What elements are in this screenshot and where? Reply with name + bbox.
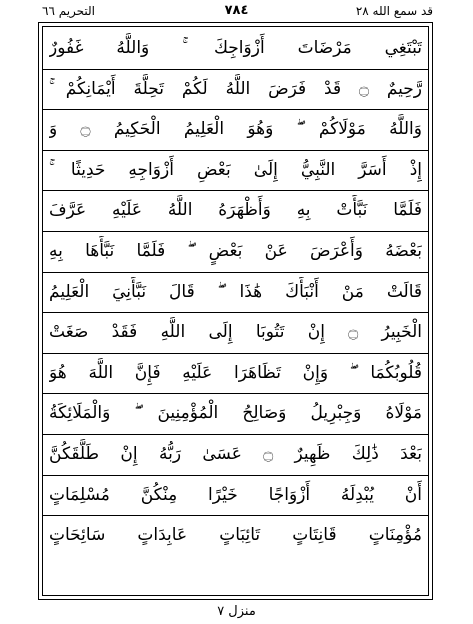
text-line — [43, 29, 428, 70]
page-header — [0, 0, 473, 24]
page-number: ٧٨٤ — [224, 3, 249, 18]
text-line — [43, 70, 428, 111]
text-line — [43, 435, 428, 476]
line-text: الْخَبِيرُ ۝ إِنْ تَتُوبَا إِلَى اللَّهِ فَقَدْ صَغَتْ — [49, 322, 422, 343]
text-lines — [43, 29, 428, 557]
line-text: بَعْضَهُ وَأَعْرَضَ عَنْ بَعْضٍ ۖ فَلَمَّا نَبَّأَهَا بِهِ — [49, 240, 422, 261]
line-text: إِذْ أَسَرَّ النَّبِيُّ إِلَىٰ بَعْضِ أَزْوَاجِهِ حَدِيثًا ۚ — [49, 159, 422, 180]
text-line — [43, 191, 428, 232]
line-text: مُؤْمِنَاتٍ قَانِتَاتٍ تَائِبَاتٍ عَابِدَاتٍ سَائِحَاتٍ — [49, 525, 422, 546]
page-frame — [38, 22, 433, 600]
line-text: وَاللَّهُ مَوْلَاكُمْ ۖ وَهُوَ الْعَلِيمُ الْحَكِيمُ ۝ وَ — [49, 119, 422, 140]
line-text: مَوْلَاهُ وَجِبْرِيلُ وَصَالِحُ الْمُؤْمِنِينَ ۖ وَالْمَلَائِكَةُ — [49, 403, 422, 424]
text-line — [43, 151, 428, 192]
text-line — [43, 110, 428, 151]
text-area — [42, 26, 429, 596]
text-line — [43, 232, 428, 273]
line-text: رَّحِيمٌ ۝ قَدْ فَرَضَ اللَّهُ لَكُمْ تَحِلَّةَ أَيْمَانِكُمْ ۚ — [49, 78, 422, 99]
text-line — [43, 476, 428, 517]
juz-name-label: قد سمع الله ٢٨ — [355, 4, 433, 18]
line-text: بَعْدَ ذَٰلِكَ ظَهِيرٌ ۝ عَسَىٰ رَبُّهُ إِنْ طَلَّقَكُنَّ — [49, 443, 422, 464]
line-text: قُلُوبُكُمَا ۖ وَإِنْ تَظَاهَرَا عَلَيْهِ فَإِنَّ اللَّهَ هُوَ — [49, 362, 422, 383]
text-line — [43, 313, 428, 354]
line-text: أَنْ يُبْدِلَهُ أَزْوَاجًا خَيْرًا مِنْكُنَّ مُسْلِمَاتٍ — [49, 484, 422, 505]
text-line — [43, 516, 428, 557]
manzil-label: منزل ٧ — [217, 604, 256, 619]
surah-name-label: التحريم ٦٦ — [42, 4, 96, 18]
text-line — [43, 354, 428, 395]
line-text: فَلَمَّا نَبَّأَتْ بِهِ وَأَظْهَرَهُ اللَّهُ عَلَيْهِ عَرَّفَ — [49, 200, 422, 221]
page-footer — [0, 600, 473, 624]
line-text: تَبْتَغِي مَرْضَاتَ أَزْوَاجِكَ ۚ وَاللَّهُ غَفُورٌ — [49, 38, 422, 58]
text-line — [43, 394, 428, 435]
text-line — [43, 273, 428, 314]
line-text: قَالَتْ مَنْ أَنْبَأَكَ هَٰذَا ۖ قَالَ نَبَّأَنِيَ الْعَلِيمُ — [49, 281, 422, 302]
